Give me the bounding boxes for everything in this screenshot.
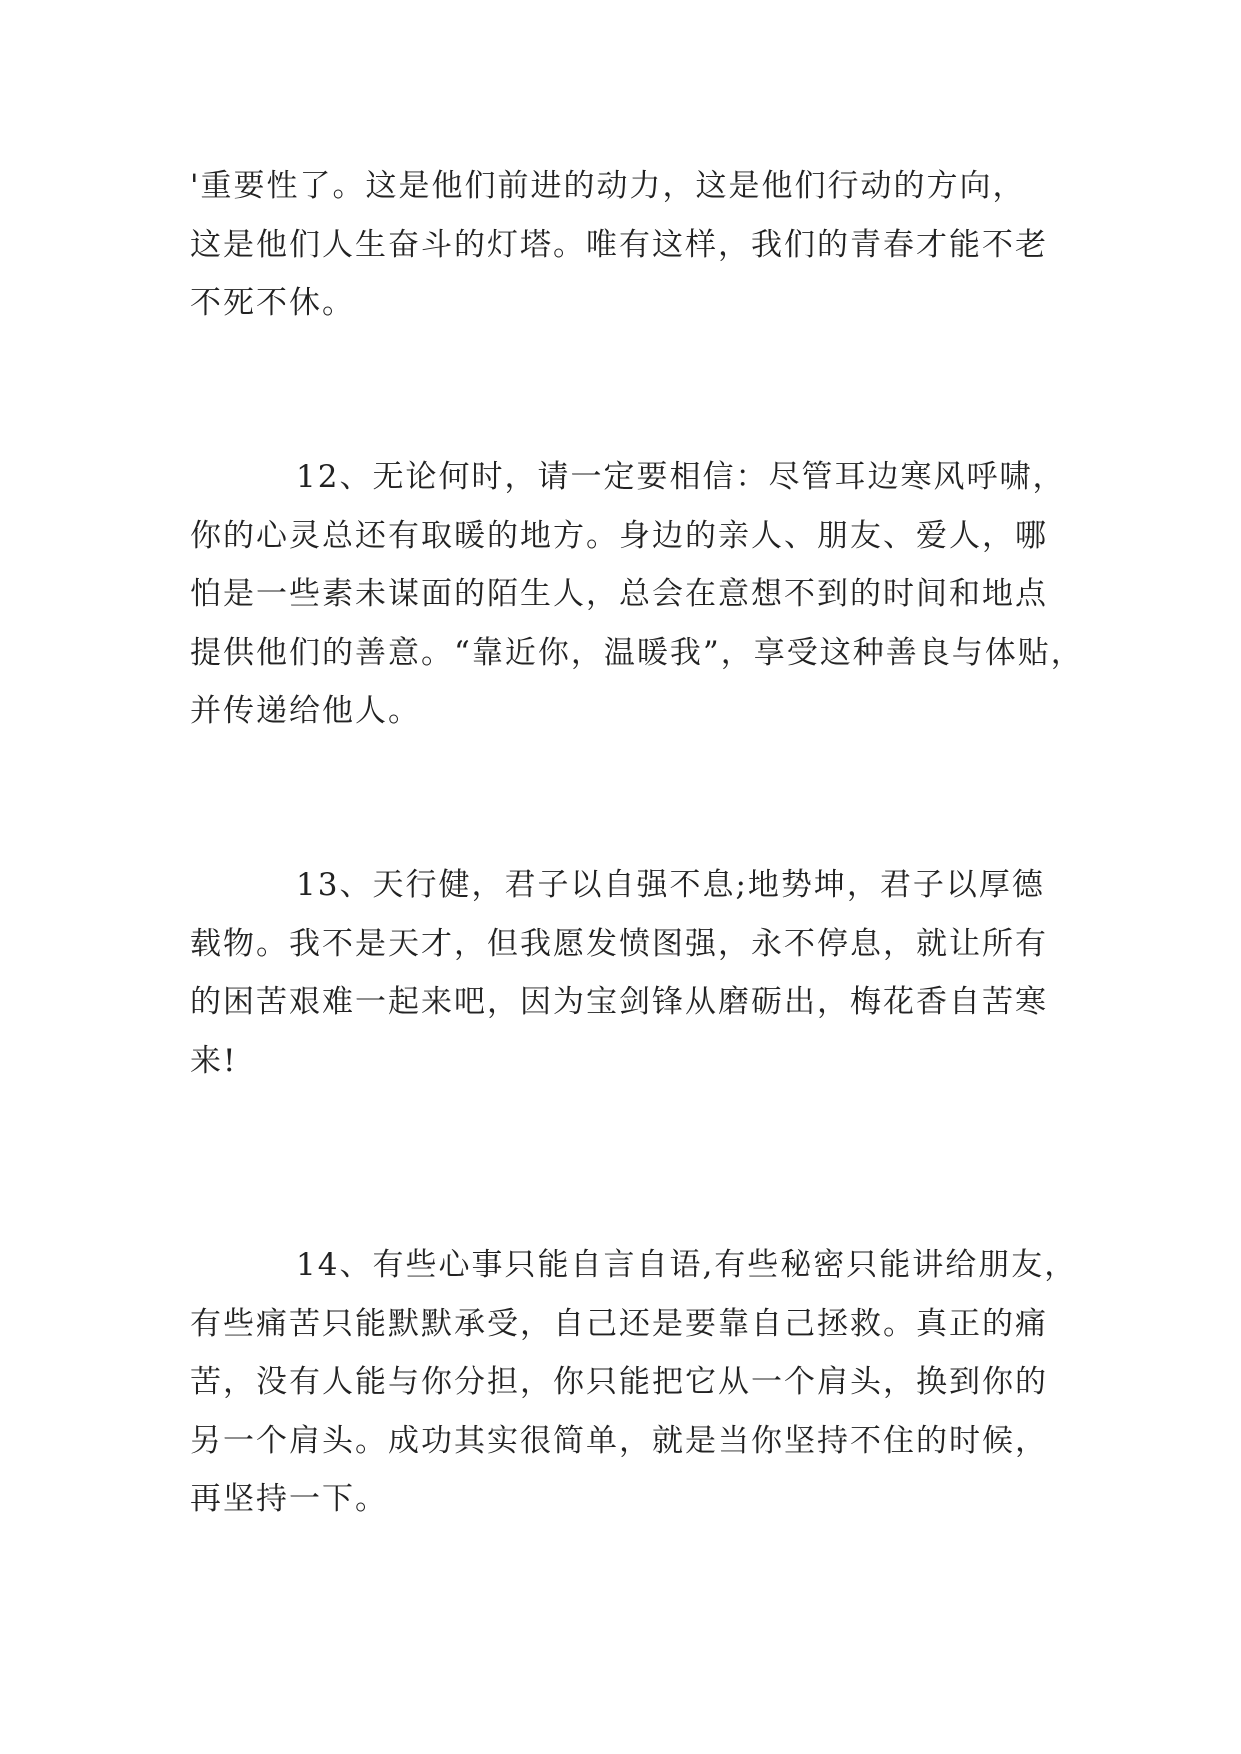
text-line: 13、天行健，君子以自强不息;地势坤，君子以厚德 (296, 867, 1045, 903)
text-line: '重要性了。这是他们前进的动力，这是他们行动的方向， (190, 168, 1026, 204)
text-line: 14、有些心事只能自言自语,有些秘密只能讲给朋友， (296, 1247, 1078, 1283)
paragraph-item-12 (190, 448, 1084, 741)
paragraph-continuation (190, 157, 1055, 333)
text-line: 你的心灵总还有取暖的地方。身边的亲人、朋友、爱人，哪 (190, 517, 1048, 554)
text-line: 载物。我不是天才，但我愿发愤图强，永不停息，就让所有 (190, 925, 1048, 962)
text-line: 这是他们人生奋斗的灯塔。唯有这样，我们的青春才能不老 (190, 226, 1048, 263)
text-line: 并传递给他人。 (190, 693, 421, 729)
text-line: 另一个肩头。成功其实很简单，就是当你坚持不住的时候， (190, 1422, 1048, 1459)
text-line: 12、无论何时，请一定要相信：尽管耳边寒风呼啸， (296, 459, 1066, 495)
text-line: 怕是一些素未谋面的陌生人，总会在意想不到的时间和地点 (190, 576, 1048, 612)
text-line: 不死不休。 (190, 285, 355, 321)
text-line: 再坚持一下。 (190, 1481, 388, 1517)
paragraph-item-14 (190, 1236, 1078, 1529)
text-line: 苦，没有人能与你分担，你只能把它从一个肩头，换到你的 (190, 1364, 1048, 1400)
text-line: 来! (190, 1042, 238, 1079)
text-line: 提供他们的善意。“靠近你，温暖我”，享受这种善良与体贴， (190, 634, 1084, 671)
text-line: 有些痛苦只能默默承受，自己还是要靠自己拯救。真正的痛 (190, 1305, 1048, 1342)
text-line: 的困苦艰难一起来吧，因为宝剑锋从磨砺出，梅花香自苦寒 (190, 984, 1048, 1020)
paragraph-item-13 (190, 856, 1055, 1090)
